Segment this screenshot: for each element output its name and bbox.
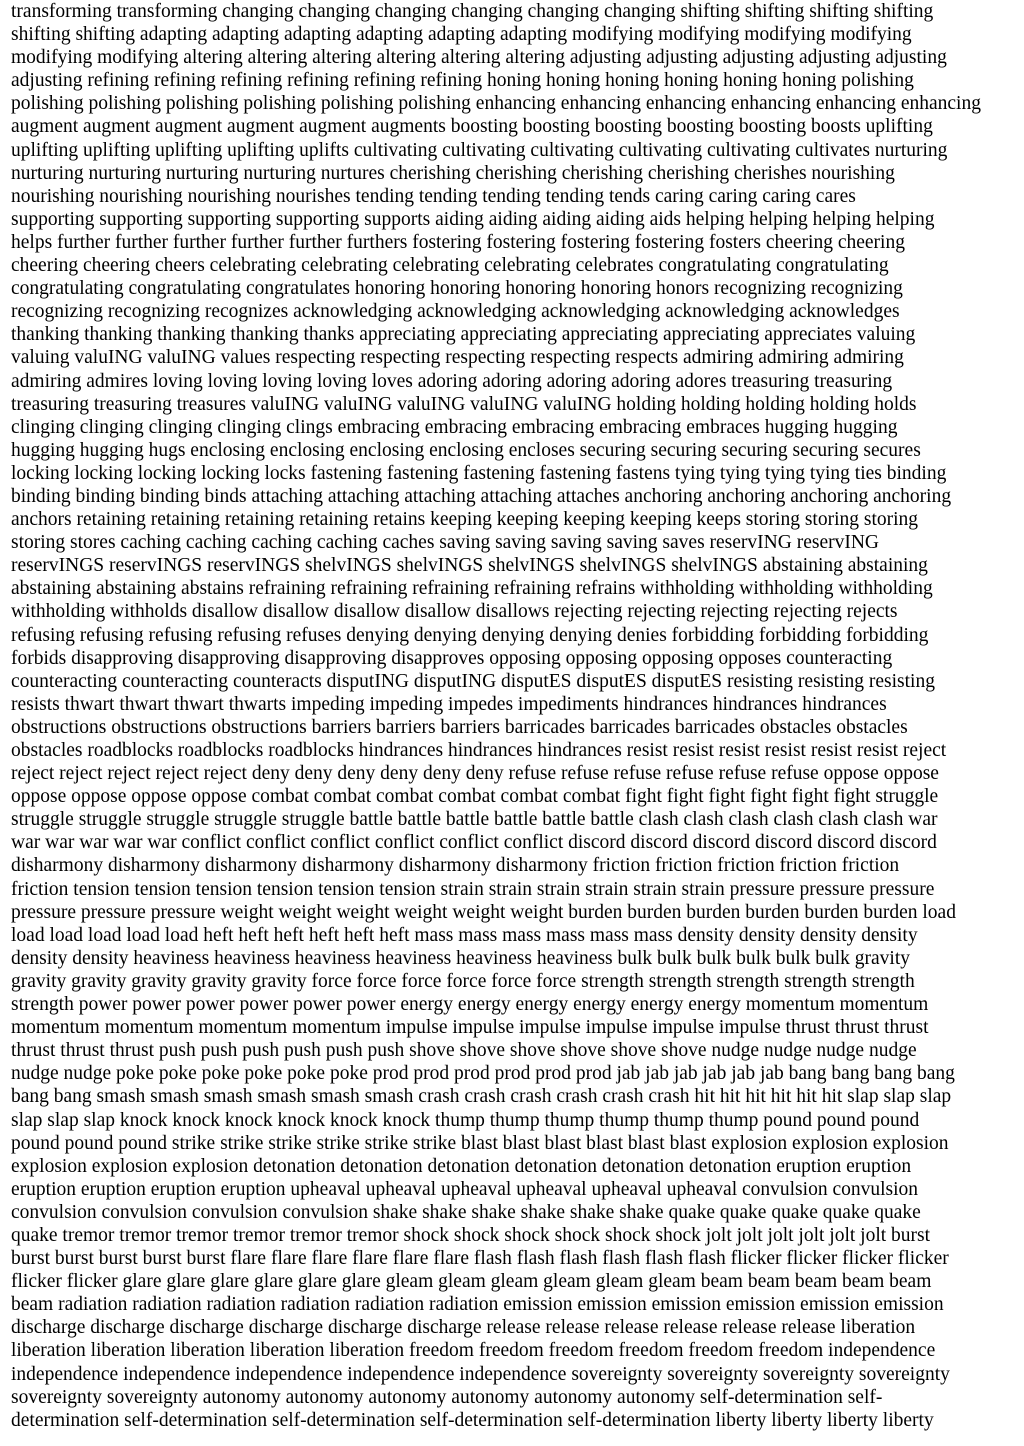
body-text: transforming transforming changing changing changing changing changing changing shifting shifting shifting shifting shifting shifting adapting adapting adapting adapting adapting adapting modifying modifying modifying modifying modifying modifying altering altering altering altering altering altering adjusting adjusting adjusting adjusting adjusting adjusting refining refining refining refining refining refining honing honing honing honing honing honing polishing polishing polishing polishing polishing polishing polishing enhancing enhancing enhancing enhancing enhancing enhancing augment augment augment augment augment augments boosting boosting boosting boosting boosting boosts uplifting uplifting uplifting uplifting uplifting uplifts cultivating cultivating cultivating cultivating cultivating cultivates nurturing nurturing nurturing nurturing nurturing nurtures cherishing cherishing cherishing cherishing cherishes nourishing nourishing nourishing nourishing nourishes tending tending tending tending tends caring caring caring cares supporting supporting supporting supporting supports aiding aiding aiding aiding aids helping helping helping helping helps further further further further further furthers fostering fostering fostering fostering fosters cheering cheering cheering cheering cheers celebrating celebrating celebrating celebrating celebrates congratulating congratulating congratulating congratulating congratulates honoring honoring honoring honoring honors recognizing recognizing recognizing recognizing recognizes acknowledging acknowledging acknowledging acknowledging acknowledges thanking thanking thanking thanking thanks appreciating appreciating appreciating appreciating appreciates valuing valuing valuING valuING values respecting respecting respecting respecting respects admiring admiring admiring admiring admires loving loving loving loving loves adoring adoring adoring adoring adores treasuring treasuring treasuring treasuring treasures valuING valuING valuING valuING valuING holding holding holding holding holds clinging clinging clinging clinging clings embracing embracing embracing embracing embraces hugging hugging hugging hugging hugs enclosing enclosing enclosing enclosing encloses securing securing securing securing secures locking locking locking locking locks fastening fastening fastening fastening fastens tying tying tying tying ties binding binding binding binding binds attaching attaching attaching attaching attaches anchoring anchoring anchoring anchoring anchors retaining retaining retaining retaining retains keeping keeping keeping keeping keeps storing storing storing storing stores caching caching caching caching caches saving saving saving saving saves reservING reservING reservINGS reservINGS reservINGS shelvINGS shelvINGS shelvINGS shelvINGS shelvINGS abstaining abstaining abstaining abstaining abstains refraining refraining refraining refraining refrains withholding withholding withholding withholding withholds disallow disallow disallow disallow disallows rejecting rejecting rejecting rejecting rejects refusing refusing refusing refusing refuses denying denying denying denying denies forbidding forbidding forbidding forbids disapproving disapproving disapproving disapproves opposing opposing opposing opposes counteracting counteracting counteracting counteracts disputING disputING disputES disputES disputES resisting resisting resisting resists thwart thwart thwart thwarts impeding impeding impedes impediments hindrances hindrances hindrances obstructions obstructions obstructions barriers barriers barriers barricades barricades barricades obstacles obstacles obstacles roadblocks roadblocks roadblocks hindrances hindrances hindrances resist resist resist resist resist resist reject reject reject reject reject reject deny deny deny deny deny deny refuse refuse refuse refuse refuse refuse oppose oppose oppose oppose oppose oppose combat combat combat combat combat combat fight fight fight fight fight fight struggle struggle struggle struggle struggle struggle battle battle battle battle battle battle clash clash clash clash clash clash war war war war war war conflict conflict conflict conflict conflict conflict discord discord discord discord discord discord disharmony disharmony disharmony disharmony disharmony disharmony friction friction friction friction friction friction tension tension tension tension tension tension strain strain strain strain strain strain pressure pressure pressure pressure pressure pressure weight weight weight weight weight weight burden burden burden burden burden burden load load load load load load heft heft heft heft heft heft mass mass mass mass mass mass density density density density density density heaviness heaviness heaviness heaviness heaviness heaviness bulk bulk bulk bulk bulk bulk gravity gravity gravity gravity gravity gravity force force force force force force strength strength strength strength strength strength power power power power power power energy energy energy energy energy energy momentum momentum momentum momentum momentum momentum impulse impulse impulse impulse impulse impulse thrust thrust thrust thrust thrust thrust push push push push push push shove shove shove shove shove shove nudge nudge nudge nudge nudge nudge poke poke poke poke poke poke prod prod prod prod prod prod jab jab jab jab jab jab bang bang bang bang bang bang smash smash smash smash smash smash crash crash crash crash crash crash hit hit hit hit hit hit slap slap slap slap slap slap knock knock knock knock knock knock thump thump thump thump thump thump pound pound pound pound pound pound strike strike strike strike strike strike blast blast blast blast blast blast explosion explosion explosion explosion explosion explosion detonation detonation detonation detonation detonation detonation eruption eruption eruption eruption eruption eruption upheaval upheaval upheaval upheaval upheaval upheaval convulsion convulsion convulsion convulsion convulsion convulsion shake shake shake shake shake shake quake quake quake quake quake quake tremor tremor tremor tremor tremor tremor shock shock shock shock shock shock jolt jolt jolt jolt jolt jolt burst burst burst burst burst burst flare flare flare flare flare flare flash flash flash flash flash flash flicker flicker flicker flicker flicker flicker glare glare glare glare glare glare gleam gleam gleam gleam gleam gleam beam beam beam beam beam beam radiation radiation radiation radiation radiation radiation emission emission emission emission emission emission discharge discharge discharge discharge discharge discharge release release release release release release liberation liberation liberation liberation liberation liberation freedom freedom freedom freedom freedom freedom independence independence independence independence independence independence sovereignty sovereignty sovereignty sovereignty sovereignty sovereignty autonomy autonomy autonomy autonomy autonomy autonomy self-determination self- determination self-determination self-determination self-determination self-determination liberty liberty liberty liberty (11, 1, 981, 1431)
